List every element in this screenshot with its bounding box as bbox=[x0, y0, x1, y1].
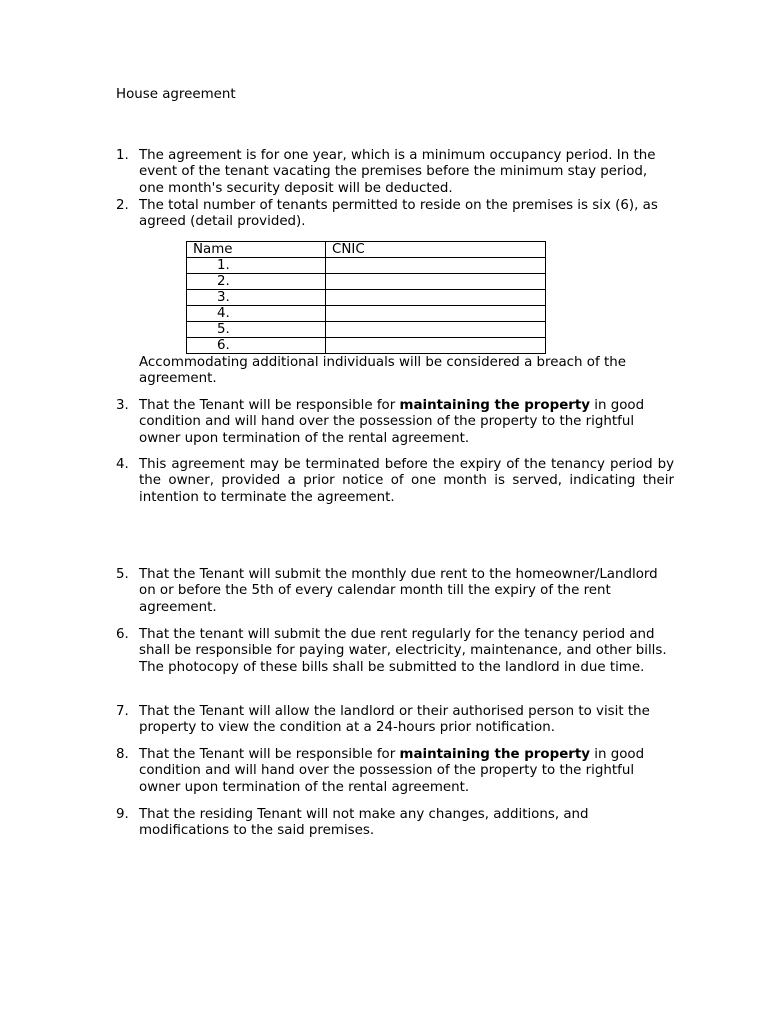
clause-text: That the residing Tenant will not make any changes, additions, and modifications to the said premises. bbox=[139, 807, 589, 839]
clause-number: 1. bbox=[116, 148, 129, 163]
row-index: 6. bbox=[187, 338, 326, 354]
clause-text: That the Tenant will be responsible for maintaining the property in good condition and will hand over the possession of the property to the rightful owner upon termination of the rental agreement. bbox=[139, 747, 645, 795]
table-row bbox=[187, 258, 546, 274]
clause-number: 8. bbox=[116, 747, 129, 762]
bold-phrase: maintaining the property bbox=[399, 747, 591, 762]
table-row bbox=[187, 274, 546, 290]
clause-number: 7. bbox=[116, 704, 129, 719]
cnic-cell bbox=[326, 306, 546, 322]
cnic-cell bbox=[326, 258, 546, 274]
clause-number: 2. bbox=[116, 198, 129, 213]
table-row bbox=[187, 306, 546, 322]
cnic-cell bbox=[326, 322, 546, 338]
row-index: 1. bbox=[187, 258, 326, 274]
breach-note: Accommodating additional individuals will be considered a breach of the agreement. bbox=[139, 355, 626, 387]
clause-text: That the Tenant will allow the landlord or their authorised person to visit the property to view the condition at a 24-hours prior notification. bbox=[139, 704, 650, 736]
table-row bbox=[187, 322, 546, 338]
clause-text: The agreement is for one year, which is a minimum occupancy period. In the event of the tenant vacating the premises before the minimum stay period, one month's security deposit will be deducted. bbox=[139, 148, 656, 196]
clause-number: 9. bbox=[116, 807, 129, 822]
clause-text: That the Tenant will submit the monthly due rent to the homeowner/Landlord on or before the 5th of every calendar month till the expiry of the rent agreement. bbox=[139, 567, 658, 615]
table-row bbox=[187, 338, 546, 354]
document-title: House agreement bbox=[116, 87, 236, 102]
table-header-row bbox=[187, 242, 546, 258]
column-header-cnic: CNIC bbox=[326, 242, 546, 258]
clause-text: That the tenant will submit the due rent regularly for the tenancy period and shall be responsible for paying water, electricity, maintenance, and other bills. The photocopy of these bills shall be submitted to the landlord in due time. bbox=[139, 627, 667, 675]
row-index: 3. bbox=[187, 290, 326, 306]
cnic-cell bbox=[326, 338, 546, 354]
row-index: 4. bbox=[187, 306, 326, 322]
bold-phrase: maintaining the property bbox=[399, 398, 591, 413]
clause-number: 6. bbox=[116, 627, 129, 642]
clause-number: 3. bbox=[116, 398, 129, 413]
tenant-table bbox=[186, 241, 546, 354]
row-index: 5. bbox=[187, 322, 326, 338]
column-header-name: Name bbox=[187, 242, 326, 258]
clause-number: 5. bbox=[116, 567, 129, 582]
table-row bbox=[187, 290, 546, 306]
clause-text: This agreement may be terminated before the expiry of the tenancy period by the owner, provided a prior notice of one month is served, indicating their intention to terminate the agreement. bbox=[139, 457, 674, 505]
clause-text: That the Tenant will be responsible for maintaining the property in good condition and will hand over the possession of the property to the rightful owner upon termination of the rental agreement. bbox=[139, 398, 645, 446]
cnic-cell bbox=[326, 290, 546, 306]
cnic-cell bbox=[326, 274, 546, 290]
clause-number: 4. bbox=[116, 457, 129, 472]
row-index: 2. bbox=[187, 274, 326, 290]
clause-text: The total number of tenants permitted to reside on the premises is six (6), as agreed (detail provided). bbox=[139, 198, 658, 230]
